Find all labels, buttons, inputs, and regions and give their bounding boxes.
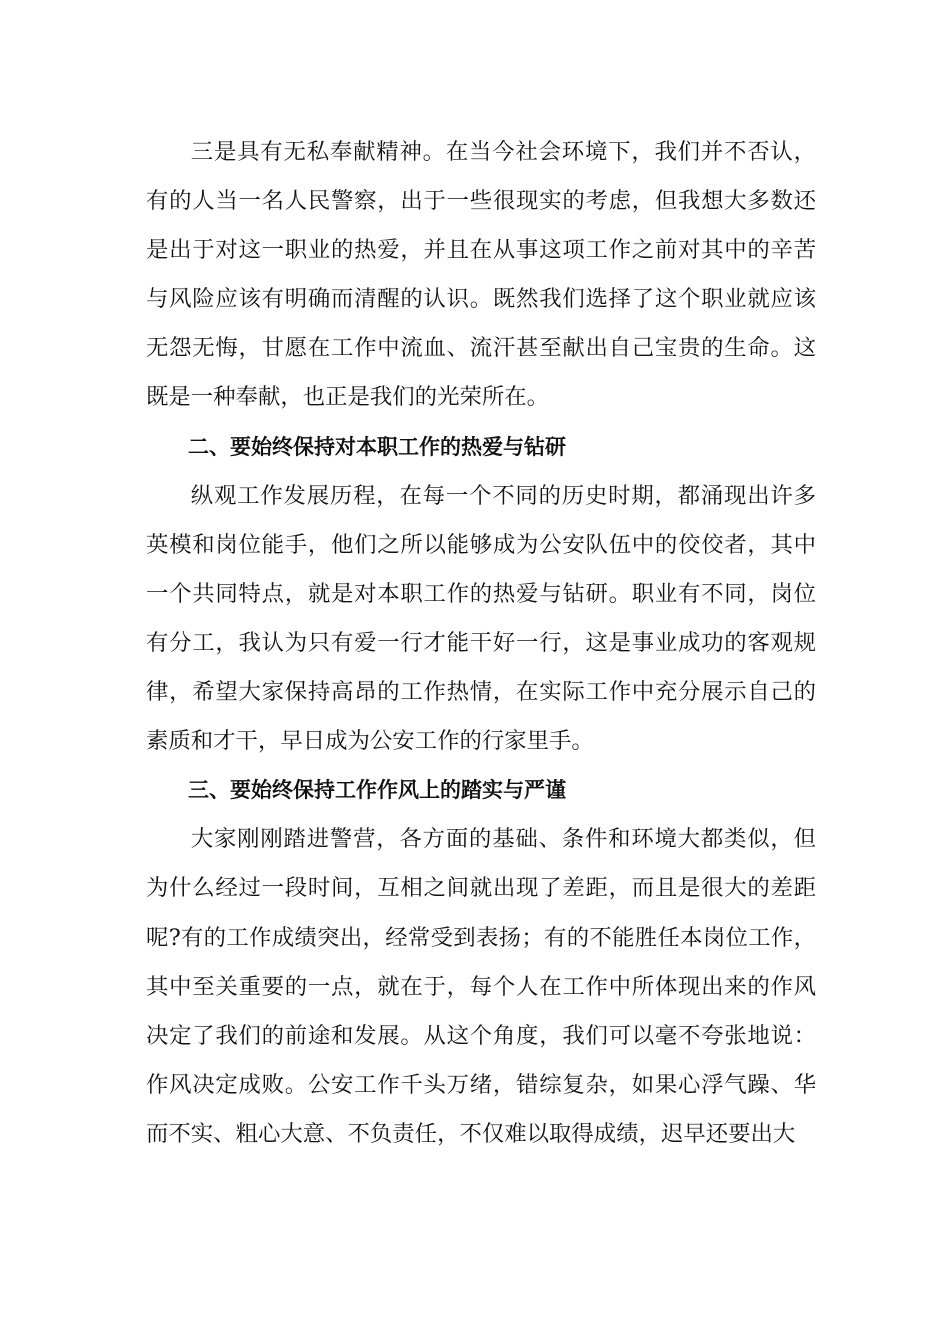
paragraph-work-style: 大家刚刚踏进警营，各方面的基础、条件和环境大都类似，但为什么经过一段时间，互相之间就出现了差距，而且是很大的差距呢?有的工作成绩突出，经常受到表扬；有的不能胜任本岗位工作，其中至关重要的一点，就在于，每个人在工作中所体现出来的作风决定了我们的前途和发展。从这个角度，我们可以毫不夸张地说：作风决定成败。公安工作千头万绪，错综复杂，如果心浮气躁、华而不实、粗心大意、不负责任，不仅难以取得成绩，迟早还要出大 — [146, 826, 816, 1147]
section-heading-2: 二、要始终保持对本职工作的热爱与钻研 — [188, 434, 566, 459]
paragraph-selfless-dedication: 三是具有无私奉献精神。在当今社会环境下，我们并不否认，有的人当一名人民警察，出于一些很现实的考虑，但我想大多数还是出于对这一职业的热爱，并且在从事这项工作之前对其中的辛苦与风险应该有明确而清醒的认识。既然我们选择了这个职业就应该无怨无悔，甘愿在工作中流血、流汗甚至献出自己宝贵的生命。这既是一种奉献，也正是我们的光荣所在。 — [146, 139, 816, 411]
section-heading-3: 三、要始终保持工作作风上的踏实与严谨 — [188, 778, 566, 803]
document-body — [146, 128, 816, 1159]
paragraph-love-of-work: 纵观工作发展历程，在每一个不同的历史时期，都涌现出许多英模和岗位能手，他们之所以能够成为公安队伍中的佼佼者，其中一个共同特点，就是对本职工作的热爱与钻研。职业有不同，岗位有分工，我认为只有爱一行才能干好一行，这是事业成功的客观规律，希望大家保持高昂的工作热情，在实际工作中充分展示自己的素质和才干，早日成为公安工作的行家里手。 — [146, 482, 816, 755]
